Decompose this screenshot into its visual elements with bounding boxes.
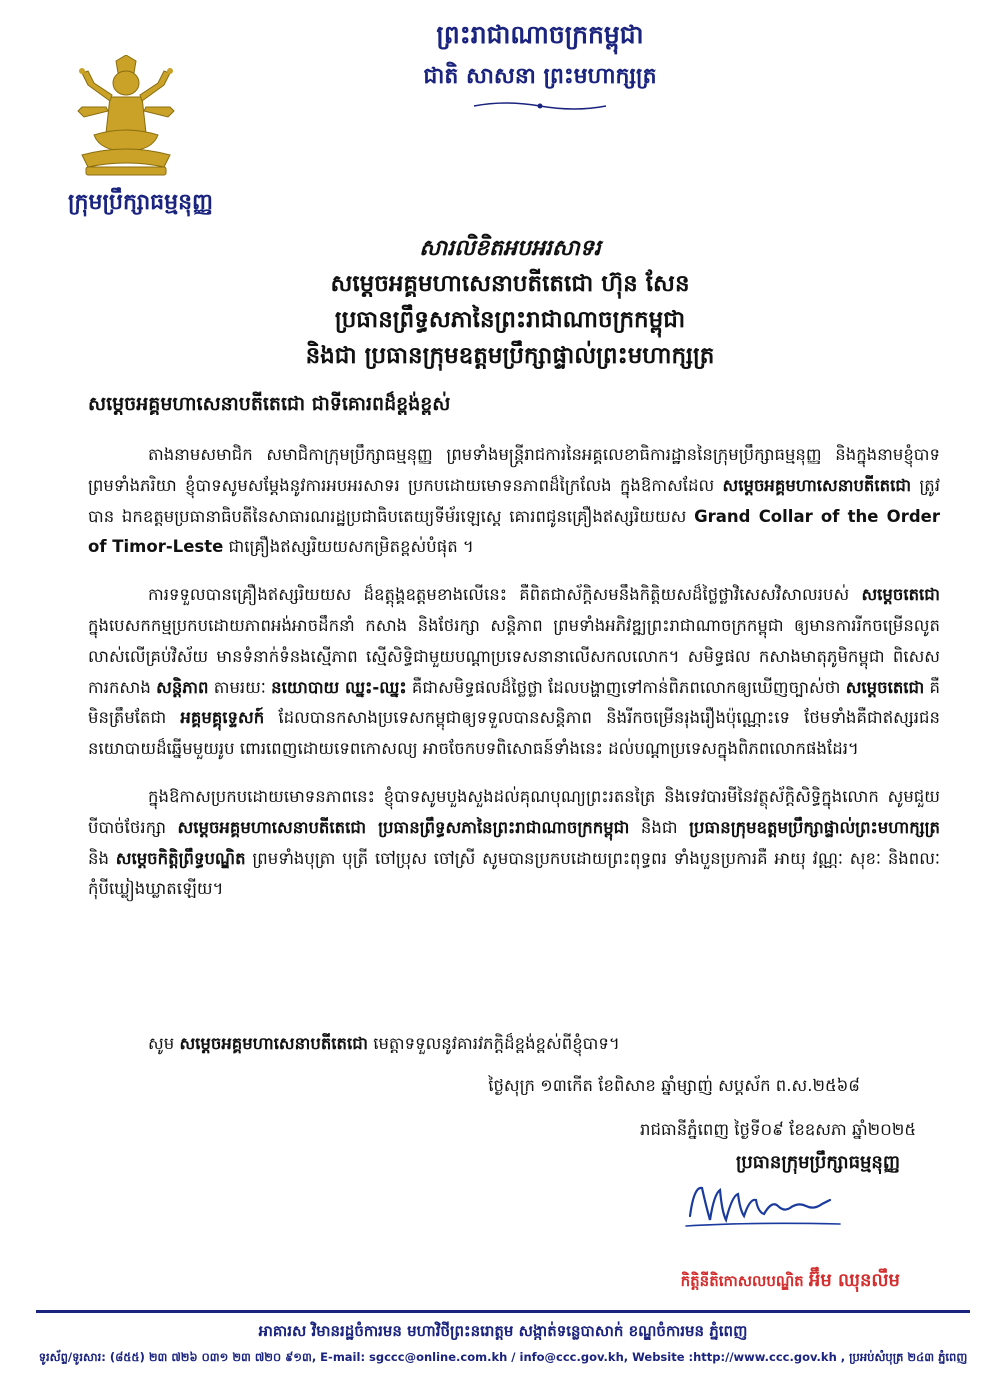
paragraph-2 [88, 580, 940, 765]
p2-text-k: ដែលបានកសាងប្រទេសកម្ពុជាឲ្យទទួលបានសន្តិភាព និងរីកចម្រើនរុងរឿងប៉ុណ្ណោះទេ ថែមទាំងគឺជាឥស្សរជននយោបាយដ៏ឆ្នើមមួយរូប ពោរពេញដោយទេពកោសល្យ អាចចែកបទពិសោធន៍ទាំងនេះ ដល់បណ្តាប្រទេសក្នុងពិភពលោកផងដែរ។ [88, 708, 940, 759]
handwritten-signature [680, 1176, 850, 1234]
letter-title-block [150, 232, 870, 374]
salutation: សម្តេចអគ្គមហាសេនាបតីតេជោ ជាទីគោរពដ៏ខ្ពង់ខ្ពស់ [88, 393, 451, 415]
closing-bold-b: សម្តេចអគ្គមហាសេនាបតីតេជោ [179, 1034, 368, 1053]
p2-text-e: តាមរយៈ [208, 677, 272, 697]
p2-text-c: ក្នុងបេសកកម្មប្រកបដោយភាពអង់អាចដឹកនាំ កសាង និងថែរក្សា សន្តិភាព ព្រមទាំងអភិវឌ្ឍព្រះរាជាណាចក្រកម្ពុជា ឲ្យមានការរីកចម្រើនលូតលាស់លើគ្រប់វិស័យ មានទំនាក់ទំនងស្មើភាព ស្មើសិទ្ធិជាមួយបណ្តាប្រទេសនានាលើសកលលោក។ សមិទ្ធផល កសាងមាតុភូមិកម្ពុជា ពិសេសការកសាង [88, 615, 940, 697]
p2-bold-b: សម្តេចតេជោ [861, 585, 940, 605]
p3-text-a: ក្នុងឱកាសប្រកបដោយមោទនភាពនេះ ខ្ញុំបាទសូមបួងសួងដល់គុណបុណ្យព្រះរតនត្រៃ និងទេវបារមីនៃវត្ថុស័ក្តិសិទ្ធិក្នុងលោក សូមជួយបីបាច់ថែរក្សា [88, 786, 940, 837]
signer-title: ប្រធានក្រុមប្រឹក្សាធម្មនុញ្ញ [735, 1152, 900, 1173]
p1-award-name: Grand Collar of the Order of Timor-Leste [88, 506, 940, 557]
p3-bold-d: ប្រធានក្រុមឧត្តមប្រឹក្សាផ្ទាល់ព្រះមហាក្សត្រ [689, 817, 941, 837]
p1-text-c: ត្រូវបាន ឯកឧត្តមប្រធានាធិបតីនៃសាធារណរដ្ឋប្រជាធិបតេយ្យទីម័រឡេស្តេ គោរពជូនគ្រឿងឥស្សរិយយស [88, 475, 941, 526]
footer-address: អាគារស វិមានរដ្ឋចំការមន មហាវិថីព្រះនរោត្តម សង្កាត់ទន្លេបាសាក់ ខណ្ឌចំការមន ភ្នំពេញ [258, 1322, 748, 1340]
p3-text-c: និងជា [629, 817, 690, 837]
p2-text-i: គឺមិនត្រឹមតែជា [88, 677, 940, 728]
verification-signature [560, 1268, 900, 1295]
footer-divider [36, 1310, 970, 1313]
p1-text-a: តាងនាមសមាជិក សមាជិកាក្រុមប្រឹក្សាធម្មនុញ្ញ ព្រមទាំងមន្ត្រីរាជការនៃអគ្គលេខាធិការដ្ឋាននៃក្រុមប្រឹក្សាធម្មនុញ្ញ និងក្នុងនាមខ្ញុំបាទព្រមទាំងភរិយា ខ្ញុំបាទសូមសម្តែងនូវការអបអរសាទរ ប្រកបដោយមោទនភាពដ៏ក្រៃលែង ក្នុងឱកាសដែល [88, 445, 940, 495]
p2-bold-f: នយោបាយ ឈ្នះ-ឈ្នះ [271, 677, 407, 697]
lunar-date: ថ្ងៃសុក្រ ១៣កើត ខែពិសាខ ឆ្នាំម្សាញ់ សប្តស័ក ព.ស.២៥៦៨ [488, 1076, 860, 1095]
footer-contact: ទូរស័ព្ទ/ទូរសារ: (៨៥៥) ២៣ ៧២៦ ០៣១ ២៣ ៧២០ ៩១៣, E-mail: sgccc@online.com.kh / info@ccc.gov.kh, Website :http://www.ccc.gov.kh , ប្រអប់សំបុត្រ ២៤៣ ភ្នំពេញ [38, 1350, 968, 1364]
p3-text-e: និង [88, 848, 116, 868]
closing-text-a: សូម [148, 1034, 180, 1053]
verify-label: កិត្តិនីតិកោសលបណ្ឌិត [680, 1272, 804, 1290]
p2-text-g: គឺជាសមិទ្ធផលដ៏ថ្លៃថ្លា ដែលបង្ហាញទៅកាន់ពិភពលោកឲ្យឃើញច្បាស់ថា [406, 677, 846, 697]
recipient-position-1: ប្រធានព្រឹទ្ធសភានៃព្រះរាជាណាចក្រកម្ពុជា [334, 307, 686, 333]
p1-text-e: ជាគ្រឿងឥស្សរិយយសកម្រិតខ្ពស់បំផុត ។ [223, 537, 474, 557]
kingdom-name: ព្រះរាជាណាចក្រកម្ពុជា [436, 20, 644, 49]
letter-title: សារលិខិតអបអរសាទរ [419, 236, 601, 261]
verify-name: អ៊ឹម ឈុនលឹម [808, 1270, 900, 1291]
p2-bold-d: សន្តិភាព [156, 677, 209, 697]
closing-line [148, 1034, 938, 1058]
p1-bold-title: សម្តេចអគ្គមហាសេនាបតីតេជោ [722, 475, 912, 495]
solar-date: រាជធានីភ្នំពេញ ថ្ងៃទី០៩ ខែឧសភា ឆ្នាំ២០២៥ [640, 1120, 916, 1139]
p3-bold-f: សម្តេចកិត្តិព្រឹទ្ធបណ្ឌិត [115, 848, 246, 868]
closing-text-c: មេត្តាទទួលនូវគារវភក្តិដ៏ខ្ពង់ខ្ពស់ពីខ្ញុំបាទ។ [367, 1034, 620, 1053]
letter-body [88, 440, 940, 922]
p2-bold-j: អគ្គមគ្គុទ្ទេសក៍ [180, 708, 265, 728]
council-logo-icon [72, 55, 180, 180]
recipient-name: សម្តេចអគ្គមហាសេនាបតីតេជោ ហ៊ុន សែន [330, 271, 690, 297]
p3-text-g: ព្រមទាំងបុត្រា បុត្រី ចៅប្រុស ចៅស្រី សូមបានប្រកបដោយព្រះពុទ្ធពរ ទាំងបួនប្រការគឺ អាយុ វណ្ណៈ សុខៈ និងពលៈ កុំបីឃ្លៀងឃ្លាតឡើយ។ [88, 848, 940, 899]
organization-name: ក្រុមប្រឹក្សាធម្មនុញ្ញ [67, 190, 214, 215]
national-motto: ជាតិ សាសនា ព្រះមហាក្សត្រ [423, 64, 657, 89]
p3-bold-b: សម្តេចអគ្គមហាសេនាបតីតេជោ ប្រធានព្រឹទ្ធសភានៃព្រះរាជាណាចក្រកម្ពុជា [177, 817, 630, 837]
recipient-position-2: និងជា ប្រធានក្រុមឧត្តមប្រឹក្សាផ្ទាល់ព្រះមហាក្សត្រ [305, 343, 715, 369]
p2-bold-h: សម្តេចតេជោ [845, 677, 925, 697]
paragraph-1 [88, 440, 940, 563]
paragraph-3 [88, 782, 940, 905]
p2-text-a: ការទទួលបានគ្រឿងឥស្សរិយយស ដ៏ឧត្តុង្គឧត្តមខាងលើនេះ គឺពិតជាស័ក្តិសមនឹងកិត្តិយសដ៏ថ្លៃថ្លាវិសេសវិសាលរបស់ [148, 585, 862, 605]
motto-ornament-icon [470, 100, 610, 112]
